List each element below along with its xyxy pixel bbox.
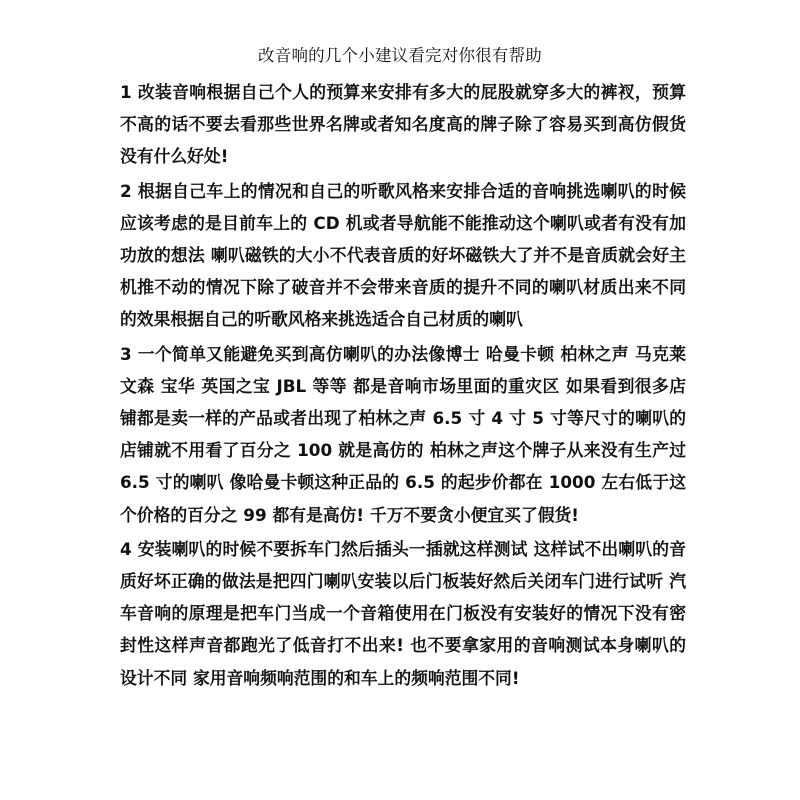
document-body xyxy=(120,76,686,694)
paragraph-4: 4 安装喇叭的时候不要拆车门然后插头一插就这样测试 这样试不出喇叭的音质好坏正确的做法是把四门喇叭安装以后门板装好然后关闭车门进行试听 汽车音响的原理是把车门当成一个音箱使用在门板没有安装好的情况下没有密封性这样声音都跑光了低音打不出来! 也不要拿家用的音响测试本身喇叭的设计不同 家用音响频响范围的和车上的频响范围不同! xyxy=(120,538,686,688)
paragraph-3: 3 一个简单又能避免买到高仿喇叭的办法像博士 哈曼卡顿 柏林之声 马克莱文森 宝华 英国之宝 JBL 等等 都是音响市场里面的重灾区 如果看到很多店铺都是卖一样的产品或者出现了柏林之声 6.5 寸 4 寸 5 寸等尺寸的喇叭的店铺就不用看了百分之 100 就是高仿的 柏林之声这个牌子从来没有生产过 6.5 寸的喇叭 像哈曼卡顿这种正品的 6.5 的起步价都在 1000 左右低于这个价格的百分之 99 都有是高仿! 千万不要贪小便宜买了假货! xyxy=(120,343,686,525)
paragraph-1: 1 改装音响根据自己个人的预算来安排有多大的屁股就穿多大的裤衩，预算不高的话不要去看那些世界名牌或者知名度高的牌子除了容易买到高仿假货没有什么好处! xyxy=(120,82,686,167)
paragraph-2: 2 根据自己车上的情况和自己的听歌风格来安排合适的音响挑选喇叭的时候应该考虑的是目前车上的 CD 机或者导航能不能推动这个喇叭或者有没有加功放的想法 喇叭磁铁的大小不代表音质的好坏磁铁大了并不是音质就会好主机推不动的情况下除了破音并不会带来音质的提升不同的喇叭材质出来不同的效果根据自己的听歌风格来挑选适合自己材质的喇叭 xyxy=(120,180,686,330)
document-title: 改音响的几个小建议看完对你很有帮助 xyxy=(258,46,542,65)
